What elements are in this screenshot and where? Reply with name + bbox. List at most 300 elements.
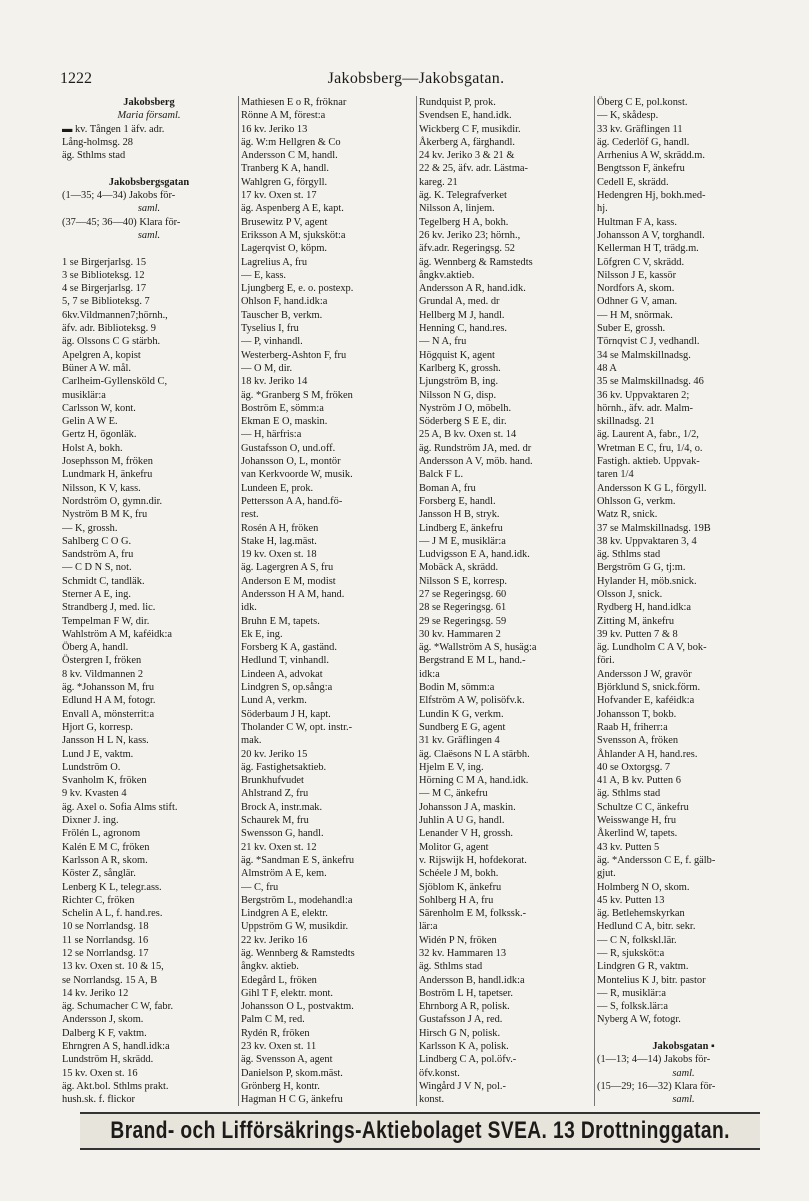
directory-entry: Fastigh. aktieb. Uppvak- xyxy=(597,456,700,468)
directory-entry: äg. Lagergren A S, fru xyxy=(241,562,334,574)
directory-entry: — C, fru xyxy=(241,881,279,893)
directory-entry: äg. Claësons N L A stärbh. xyxy=(419,748,530,760)
directory-entry: 40 se Oxtorgsg. 7 xyxy=(597,761,671,773)
directory-entry: Rydberg H, hand.idk:a xyxy=(597,602,692,614)
directory-entry: Sandström A, fru xyxy=(62,549,134,561)
directory-entry: Tyselius I, fru xyxy=(241,323,299,335)
directory-entry: Rydén R, fröken xyxy=(241,1027,310,1039)
directory-entry: Hultman F A, kass. xyxy=(597,216,677,228)
directory-entry xyxy=(62,162,236,175)
directory-entry: 38 kv. Uppvaktaren 3, 4 xyxy=(597,535,697,547)
directory-entry: Karlsson K A, polisk. xyxy=(419,1041,509,1053)
directory-entry: hj. xyxy=(597,203,608,215)
directory-entry: Anderson E M, modist xyxy=(241,575,336,587)
directory-columns xyxy=(60,96,772,1106)
directory-entry: 39 kv. Putten 7 & 8 xyxy=(597,628,678,640)
directory-entry: Maria församl. xyxy=(117,110,181,122)
directory-entry: Lundström H, skrädd. xyxy=(62,1054,154,1066)
column-4 xyxy=(594,96,772,1106)
directory-entry: Montelius K J, bitr. pastor xyxy=(597,974,706,986)
directory-entry: Boman A, fru xyxy=(419,482,476,494)
directory-entry: Ehrnborg A R, polisk. xyxy=(419,1001,510,1013)
directory-entry: öfv.konst. xyxy=(419,1067,460,1079)
directory-entry: Nilsson J E, kassör xyxy=(597,269,677,281)
directory-entry: äg. Wennberg & Ramstedts xyxy=(419,256,533,268)
directory-entry: Richter C, fröken xyxy=(62,894,135,906)
directory-entry: Gustafsson J A, red. xyxy=(419,1014,503,1026)
directory-entry: (37—45; 36—40) Klara för- xyxy=(62,216,181,228)
directory-entry: Stake H, lag.mäst. xyxy=(241,535,317,547)
directory-entry: Rundquist P, prok. xyxy=(419,97,496,108)
directory-entry: 28 se Regeringsg. 61 xyxy=(419,602,507,614)
advertisement-banner xyxy=(80,1112,760,1150)
directory-entry: idk. xyxy=(241,602,257,614)
directory-entry: Lång-holmsg. 28 xyxy=(62,136,133,148)
directory-entry: Söderbaum J H, kapt. xyxy=(241,708,331,720)
directory-entry: ▬ kv. Tången 1 äfv. adr. xyxy=(62,123,165,135)
directory-entry: — H M, snörmak. xyxy=(597,309,673,321)
directory-entry: saml. xyxy=(672,1094,695,1106)
directory-entry: 27 se Regeringsg. 60 xyxy=(419,588,507,600)
directory-entry: Nilsson, K V, kass. xyxy=(62,482,141,494)
directory-entry: Sjöblom K, änkefru xyxy=(419,881,502,893)
directory-entry: 33 kv. Gräflingen 11 xyxy=(597,123,683,135)
directory-entry: rest. xyxy=(241,509,259,521)
directory-entry: äg. Akt.bol. Sthlms prakt. xyxy=(62,1080,169,1092)
directory-entry: Uppström G W, musikdir. xyxy=(241,921,349,933)
directory-entry: Mathiesen E o R, fröknar xyxy=(241,97,347,108)
directory-entry: Kellerman H T, trädg.m. xyxy=(597,243,699,255)
directory-entry: Hofvander E, kaféidk:a xyxy=(597,695,695,707)
directory-entry: Bengtsson F, änkefru xyxy=(597,163,685,175)
directory-entry: hörnh., äfv. adr. Malm- xyxy=(597,402,693,414)
directory-entry: 26 kv. Jeriko 23; hörnh., xyxy=(419,229,521,241)
directory-entry: 3 se Biblioteksg. 12 xyxy=(62,269,145,281)
directory-entry: 15 kv. Oxen st. 16 xyxy=(62,1067,138,1079)
directory-entry: Wahlström A M, kaféidk:a xyxy=(62,628,172,640)
directory-entry: Andersson K G L, förgyll. xyxy=(597,482,707,494)
directory-entry: 45 kv. Putten 13 xyxy=(597,894,665,906)
directory-entry: Lenander V H, grossh. xyxy=(419,828,513,840)
directory-entry: äg. Svensson A, agent xyxy=(241,1054,333,1066)
directory-entry: Andersson B, handl.idk:a xyxy=(419,974,525,986)
directory-entry: mak. xyxy=(241,735,262,747)
directory-entry: se Norrlandsg. 15 A, B xyxy=(62,974,158,986)
directory-entry: Carlsson W, kont. xyxy=(62,402,136,414)
directory-entry: Hörning C M A, hand.idk. xyxy=(419,775,529,787)
directory-entry: 6kv.Vildmannen7;hörnh., xyxy=(62,309,168,321)
directory-entry: Lundin K G, verkm. xyxy=(419,708,504,720)
directory-entry: Olsson J, snick. xyxy=(597,588,663,600)
directory-entry: Ohlsson G, verkm. xyxy=(597,495,676,507)
directory-entry: Löfgren C V, skrädd. xyxy=(597,256,685,268)
directory-entry: Ljungberg E, e. o. postexp. xyxy=(241,283,354,295)
directory-entry: Dixner J. ing. xyxy=(62,815,119,827)
directory-entry: Rosén A H, fröken xyxy=(241,522,319,534)
directory-entry: 9 kv. Kvasten 4 xyxy=(62,788,127,800)
directory-entry: Zitting M, änkefru xyxy=(597,615,675,627)
directory-entry: Palm C M, red. xyxy=(241,1014,305,1026)
directory-entry: Lund A, verkm. xyxy=(241,695,307,707)
directory-entry: Holst A, bokh. xyxy=(62,442,123,454)
directory-entry: Strandberg J, med. lic. xyxy=(62,602,156,614)
directory-entry: Bergström G G, tj:m. xyxy=(597,562,686,574)
directory-entry: Gustafsson O, und.off. xyxy=(241,442,336,454)
directory-entry: Edlund H A M, fotogr. xyxy=(62,695,156,707)
directory-entry: Lagerqvist O, köpm. xyxy=(241,243,327,255)
directory-entry: Forsberg E, handl. xyxy=(419,495,496,507)
directory-entry: Hagman H C G, änkefru xyxy=(241,1094,343,1106)
directory-entry: Elfström A W, polisöfv.k. xyxy=(419,695,525,707)
directory-entry: 14 kv. Jeriko 12 xyxy=(62,987,129,999)
directory-entry: (1—35; 4—34) Jakobs för- xyxy=(62,190,176,202)
directory-entry: föri. xyxy=(597,655,615,667)
directory-entry: 21 kv. Oxen st. 12 xyxy=(241,841,317,853)
directory-entry: Bruhn E M, tapets. xyxy=(241,615,320,627)
directory-entry: Lundmark H, änkefru xyxy=(62,469,153,481)
directory-entry: Lenberg K L, telegr.ass. xyxy=(62,881,162,893)
directory-entry: van Kerkvoorde W, musik. xyxy=(241,469,353,481)
directory-entry: 25 A, B kv. Oxen st. 14 xyxy=(419,429,517,441)
directory-entry: Büner A W. mål. xyxy=(62,362,131,374)
directory-entry: äg. Schumacher C W, fabr. xyxy=(62,1001,174,1013)
directory-entry: Hirsch G N, polisk. xyxy=(419,1027,501,1039)
directory-entry: — H, härfris:a xyxy=(241,429,302,441)
directory-entry: Johansson T, bokb. xyxy=(597,708,677,720)
directory-entry: Mobäck A, skrädd. xyxy=(419,562,499,574)
directory-entry: äg. *Sandman E S, änkefru xyxy=(241,854,355,866)
directory-entry: Bergström L, modehandl:a xyxy=(241,894,353,906)
directory-entry: Svensson A, fröken xyxy=(597,735,679,747)
directory-entry: Björklund S, snick.förm. xyxy=(597,682,701,694)
directory-entry: Hjort G, korresp. xyxy=(62,721,133,733)
directory-entry: Lundeen E, prok. xyxy=(241,482,314,494)
directory-entry: Johansson O, L, montör xyxy=(241,456,341,468)
directory-entry: Ehrngren A S, handl.idk:a xyxy=(62,1041,170,1053)
directory-entry: Ahlstrand Z, fru xyxy=(241,788,309,800)
directory-entry: Köster Z, sånglär. xyxy=(62,868,136,880)
page-title: Jakobsberg—Jakobsgatan. xyxy=(327,70,505,87)
directory-entry: Brusewitz P V, agent xyxy=(241,216,328,228)
directory-entry: 36 kv. Uppvaktaren 2; xyxy=(597,389,690,401)
directory-entry: Lindberg E, änkefru xyxy=(419,522,503,534)
directory-entry: Boström L H, tapetser. xyxy=(419,987,513,999)
directory-entry: äg. Lundholm C A V, bok- xyxy=(597,642,707,654)
directory-entry: Brunkhufvudet xyxy=(241,775,304,787)
directory-entry: Hedengren Hj, bokh.med- xyxy=(597,190,706,202)
directory-entry: äg. Betlehemskyrkan xyxy=(597,908,685,920)
directory-entry: — K, grossh. xyxy=(62,522,118,534)
directory-entry: Andersson J, skom. xyxy=(62,1014,144,1026)
directory-entry: 24 kv. Jeriko 3 & 21 & xyxy=(419,150,515,162)
directory-entry: äg. Olssons C G stärbh. xyxy=(62,336,161,348)
directory-entry: 20 kv. Jeriko 15 xyxy=(241,748,308,760)
directory-entry: gjut. xyxy=(597,868,616,880)
directory-entry: 11 se Norrlandsg. 16 xyxy=(62,934,149,946)
directory-entry: Högquist K, agent xyxy=(419,349,495,361)
directory-entry: 35 se Malmskillnadsg. 46 xyxy=(597,376,704,388)
directory-entry: — J M E, musiklär:a xyxy=(419,535,506,547)
directory-entry: Andersson A V, möb. hand. xyxy=(419,456,533,468)
directory-entry: Ludvigsson E A, hand.idk. xyxy=(419,549,530,561)
directory-entry: Sterner A E, ing. xyxy=(62,588,131,600)
directory-entry: Jakobsbergsgatan xyxy=(108,176,190,188)
directory-entry: Hedlund T, vinhandl. xyxy=(241,655,329,667)
directory-entry: v. Rijswijk H, hofdekorat. xyxy=(419,854,527,866)
directory-entry: — O M, dir. xyxy=(241,362,293,374)
directory-entry: Söderberg S E E, dir. xyxy=(419,416,507,428)
directory-entry: Lundström O. xyxy=(62,761,121,773)
directory-entry: 10 se Norrlandsg. 18 xyxy=(62,921,149,933)
directory-entry: Nyberg A W, fotogr. xyxy=(597,1014,681,1026)
directory-entry: Jansson H L N, kass. xyxy=(62,735,149,747)
directory-entry: — M C, änkefru xyxy=(419,788,488,800)
directory-entry: Rönne A M, förest:a xyxy=(241,110,326,122)
directory-entry: Suber E, grossh. xyxy=(597,323,666,335)
directory-entry: Almström A E, kem. xyxy=(241,868,327,880)
directory-entry: Hylander H, möb.snick. xyxy=(597,575,697,587)
directory-entry: (15—29; 16—32) Klara för- xyxy=(597,1080,716,1092)
directory-entry: 5, 7 se Biblioteksg. 7 xyxy=(62,296,150,308)
directory-entry: Wickberg C F, musikdir. xyxy=(419,123,521,135)
directory-entry: 30 kv. Hammaren 2 xyxy=(419,628,501,640)
directory-entry: Åkerlind W, tapets. xyxy=(597,828,678,840)
directory-entry: Hellberg M J, handl. xyxy=(419,309,505,321)
directory-entry: Johansson O L, postvaktm. xyxy=(241,1001,354,1013)
directory-entry: Dalberg K F, vaktm. xyxy=(62,1027,147,1039)
column-2 xyxy=(238,96,416,1106)
directory-entry: — S, folksk.lär:a xyxy=(597,1001,668,1013)
directory-entry: Östergren I, fröken xyxy=(62,655,142,667)
directory-entry: ångkv. aktieb. xyxy=(241,961,299,973)
directory-entry: Arrhenius A W, skrädd.m. xyxy=(597,150,705,162)
directory-entry: äg. Laurent A, fabr., 1/2, xyxy=(597,429,699,441)
directory-entry: idk:a xyxy=(419,668,440,680)
directory-entry: äg. Cederlöf G, handl. xyxy=(597,136,690,148)
directory-entry: Törnqvist C J, vedhandl. xyxy=(597,336,700,348)
directory-entry: Öberg A, handl. xyxy=(62,642,129,654)
directory-entry: Ek E, ing. xyxy=(241,628,283,640)
directory-entry: äg. *Granberg S M, fröken xyxy=(241,389,353,401)
directory-entry: Särenholm E M, folkssk.- xyxy=(419,908,527,920)
page-header xyxy=(60,70,772,92)
directory-entry: Jansson H B, stryk. xyxy=(419,509,500,521)
directory-entry: hush.sk. f. flickor xyxy=(62,1094,136,1106)
directory-entry: Schelin A L, f. hand.res. xyxy=(62,908,163,920)
directory-entry: Schmidt C, tandläk. xyxy=(62,575,145,587)
directory-entry: Lindgren A E, elektr. xyxy=(241,908,328,920)
directory-entry: äg. *Wallström A S, husäg:a xyxy=(419,642,537,654)
directory-entry: Watz R, snick. xyxy=(597,509,658,521)
directory-entry: Svendsen E, hand.idk. xyxy=(419,110,512,122)
directory-entry: Westerberg-Ashton F, fru xyxy=(241,349,347,361)
directory-entry: 13 kv. Oxen st. 10 & 15, xyxy=(62,961,164,973)
directory-entry: Tauscher B, verkm. xyxy=(241,309,323,321)
directory-entry: Andersson A R, hand.idk. xyxy=(419,283,526,295)
directory-entry: Raab H, friherr:a xyxy=(597,721,668,733)
directory-entry: Bodin M, sömm:a xyxy=(419,682,495,694)
directory-entry: Jakobsberg xyxy=(123,97,175,108)
directory-entry: Swensson G, handl. xyxy=(241,828,324,840)
directory-entry: Grundal A, med. dr xyxy=(419,296,500,308)
column-1 xyxy=(60,96,238,1106)
directory-entry: äg. Sthlms stad xyxy=(419,961,483,973)
directory-entry: Edegård L, fröken xyxy=(241,974,317,986)
directory-entry: Henning C, hand.res. xyxy=(419,323,508,335)
directory-entry: Apelgren A, kopist xyxy=(62,349,141,361)
directory-entry: Sundberg E G, agent xyxy=(419,721,506,733)
directory-entry: Grönberg H, kontr. xyxy=(241,1080,320,1092)
directory-entry: äg. Axel o. Sofia Alms stift. xyxy=(62,801,178,813)
page-number: 1222 xyxy=(60,70,92,87)
directory-entry: Öberg C E, pol.konst. xyxy=(597,97,688,108)
directory-entry: Danielson P, skom.mäst. xyxy=(241,1067,343,1079)
directory-entry: Åkerberg A, färghandl. xyxy=(419,136,515,148)
directory-entry: Lindgren S, op.sång:a xyxy=(241,682,333,694)
directory-entry: 22 & 25, äfv. adr. Lästma- xyxy=(419,163,528,175)
directory-entry: 12 se Norrlandsg. 17 xyxy=(62,948,149,959)
directory-entry: Tempelman F W, dir. xyxy=(62,615,150,627)
directory-entry: äg. Sthlms stad xyxy=(597,788,661,800)
directory-entry: Wahlgren G, förgyll. xyxy=(241,176,328,188)
directory-entry: Boström E, sömm:a xyxy=(241,402,324,414)
directory-entry: 22 kv. Jeriko 16 xyxy=(241,934,308,946)
directory-entry: taren 1/4 xyxy=(597,469,634,481)
directory-entry: Ohlson F, hand.idk:a xyxy=(241,296,328,308)
directory-entry: Balck F L. xyxy=(419,469,464,481)
directory-entry: 16 kv. Jeriko 13 xyxy=(241,123,308,135)
directory-entry: Carlheim-Gyllensköld C, xyxy=(62,376,168,388)
directory-entry: Nilsson N G, disp. xyxy=(419,389,497,401)
directory-entry: Gihl T F, elektr. mont. xyxy=(241,987,334,999)
directory-entry: Nilsson S E, korresp. xyxy=(419,575,508,587)
directory-entry: Lindgren G R, vaktm. xyxy=(597,961,689,973)
directory-entry: äg. Fastighetsaktieb. xyxy=(241,761,327,773)
directory-entry: Bergstrand E M L, hand.- xyxy=(419,655,526,667)
directory-entry: lär:a xyxy=(419,921,438,933)
directory-entry: äg. *Johansson M, fru xyxy=(62,682,155,694)
directory-entry: Tholander C W, opt. instr.- xyxy=(241,721,353,733)
directory-entry: Andersson J W, gravör xyxy=(597,668,692,680)
directory-entry: Schéele J M, bokh. xyxy=(419,868,499,880)
directory-entry: Ljungström B, ing. xyxy=(419,376,499,388)
directory-entry xyxy=(62,242,236,255)
directory-entry: Holmberg N O, skom. xyxy=(597,881,690,893)
directory-entry: äfv. adr. Biblioteksg. 9 xyxy=(62,323,156,335)
directory-entry: äg. Wennberg & Ramstedts xyxy=(241,948,355,959)
directory-entry: Sohlberg H A, fru xyxy=(419,894,494,906)
directory-entry: 29 se Regeringsg. 59 xyxy=(419,615,507,627)
directory-entry: 8 kv. Vildmannen 2 xyxy=(62,668,144,680)
directory-entry: Wretman E C, fru, 1/4, o. xyxy=(597,442,703,454)
directory-entry: saml. xyxy=(137,203,161,215)
directory-entry: Lindberg C A, pol.öfv.- xyxy=(419,1054,517,1066)
directory-entry: äg. *Andersson C E, f. gälb- xyxy=(597,854,716,866)
directory-entry: — E, kass. xyxy=(241,269,287,281)
directory-entry: Hedlund C A, bitr. sekr. xyxy=(597,921,696,933)
directory-entry: Widén P N, fröken xyxy=(419,934,497,946)
directory-entry: äg. Sthlms stad xyxy=(597,549,661,561)
directory-entry: Nordfors A, skom. xyxy=(597,283,675,295)
directory-entry: Josephsson M, fröken xyxy=(62,456,153,468)
directory-entry: Cedell E, skrädd. xyxy=(597,176,669,188)
directory-entry: Frölén L, agronom xyxy=(62,828,141,840)
directory-entry: Tranberg K A, handl. xyxy=(241,163,330,175)
directory-entry: Gelin A W E. xyxy=(62,416,118,428)
directory-entry: Molitor G, agent xyxy=(419,841,489,853)
directory-entry: Johansson A V, torghandl. xyxy=(597,229,705,241)
directory-entry: Lund J E, vaktm. xyxy=(62,748,134,760)
directory-entry: 41 A, B kv. Putten 6 xyxy=(597,775,681,787)
directory-entry: Lindeen A, advokat xyxy=(241,668,323,680)
directory-entry: Nilsson A, linjem. xyxy=(419,203,495,215)
directory-entry: Nyström J O, möbelh. xyxy=(419,402,512,414)
directory-entry: Pettersson A A, hand.fö- xyxy=(241,495,343,507)
directory-entry: Weisswange H, fru xyxy=(597,815,677,827)
directory-entry: ångkv.aktieb. xyxy=(419,269,475,281)
directory-entry: — R, sjuksköt:a xyxy=(597,948,665,959)
directory-entry: Andersson H A M, hand. xyxy=(241,588,345,600)
directory-entry: 18 kv. Jeriko 14 xyxy=(241,376,308,388)
directory-entry: Nyström B M K, fru xyxy=(62,509,148,521)
directory-entry: Nordström O, gymn.dir. xyxy=(62,495,163,507)
directory-entry xyxy=(597,1027,770,1040)
directory-entry: Karlsson A R, skom. xyxy=(62,854,148,866)
directory-entry: 48 A xyxy=(597,362,617,374)
directory-entry: Eriksson A M, sjuksköt:a xyxy=(241,229,346,241)
directory-entry: Odhner G V, aman. xyxy=(597,296,678,308)
directory-entry: 43 kv. Putten 5 xyxy=(597,841,660,853)
directory-entry: Åhlander A H, hand.res. xyxy=(597,748,698,760)
directory-entry: saml. xyxy=(137,229,161,241)
directory-entry: Andersson C M, handl. xyxy=(241,150,338,162)
directory-entry: Envall A, mönsterrit:a xyxy=(62,708,155,720)
directory-entry: äfv.adr. Regeringsg. 52 xyxy=(419,243,515,255)
directory-entry: (1—13; 4—14) Jakobs för- xyxy=(597,1054,711,1066)
directory-entry: Ekman E O, maskin. xyxy=(241,416,328,428)
directory-entry: 17 kv. Oxen st. 17 xyxy=(241,190,317,202)
directory-entry: Svanholm K, fröken xyxy=(62,775,147,787)
directory-entry: äg. W:m Hellgren & Co xyxy=(241,136,341,148)
directory-entry: 4 se Birgerjarlsg. 17 xyxy=(62,283,147,295)
directory-entry: Juhlin A U G, handl. xyxy=(419,815,505,827)
directory-entry: äg. Rundström JA, med. dr xyxy=(419,442,532,454)
directory-entry: äg. Sthlms stad xyxy=(62,150,126,162)
directory-entry: Wingård J V N, pol.- xyxy=(419,1080,506,1092)
directory-entry: Forsberg K A, gaständ. xyxy=(241,642,337,654)
directory-entry: 23 kv. Oxen st. 11 xyxy=(241,1041,317,1053)
directory-entry: Brock A, instr.mak. xyxy=(241,801,323,813)
directory-entry: kareg. 21 xyxy=(419,176,458,188)
directory-entry: saml. xyxy=(672,1067,695,1079)
directory-entry: Kalén E M C, fröken xyxy=(62,841,150,853)
directory-entry: Hjelm E V, ing. xyxy=(419,761,484,773)
directory-entry: Karlberg K, grossh. xyxy=(419,362,501,374)
directory-entry: — R, musiklär:a xyxy=(597,987,666,999)
directory-entry: musiklär:a xyxy=(62,389,106,401)
directory-entry: äg. K. Telegrafverket xyxy=(419,190,507,202)
directory-entry: 34 se Malmskillnadsg. xyxy=(597,349,691,361)
directory-entry: — N A, fru xyxy=(419,336,467,348)
directory-entry: 1 se Birgerjarlsg. 15 xyxy=(62,256,147,268)
directory-entry: skillnadsg. 21 xyxy=(597,416,655,428)
directory-entry: Schaurek M, fru xyxy=(241,815,309,827)
advertisement-text: Brand- och Lifförsäkrings-Aktiebolaget SVEA. 13 Drottninggatan. xyxy=(110,1117,730,1144)
directory-entry: Sahlberg C O G. xyxy=(62,535,132,547)
directory-entry: — C D N S, not. xyxy=(62,562,132,574)
directory-entry: Tegelberg H A, bokh. xyxy=(419,216,509,228)
directory-entry: — K, skådesp. xyxy=(597,110,659,122)
